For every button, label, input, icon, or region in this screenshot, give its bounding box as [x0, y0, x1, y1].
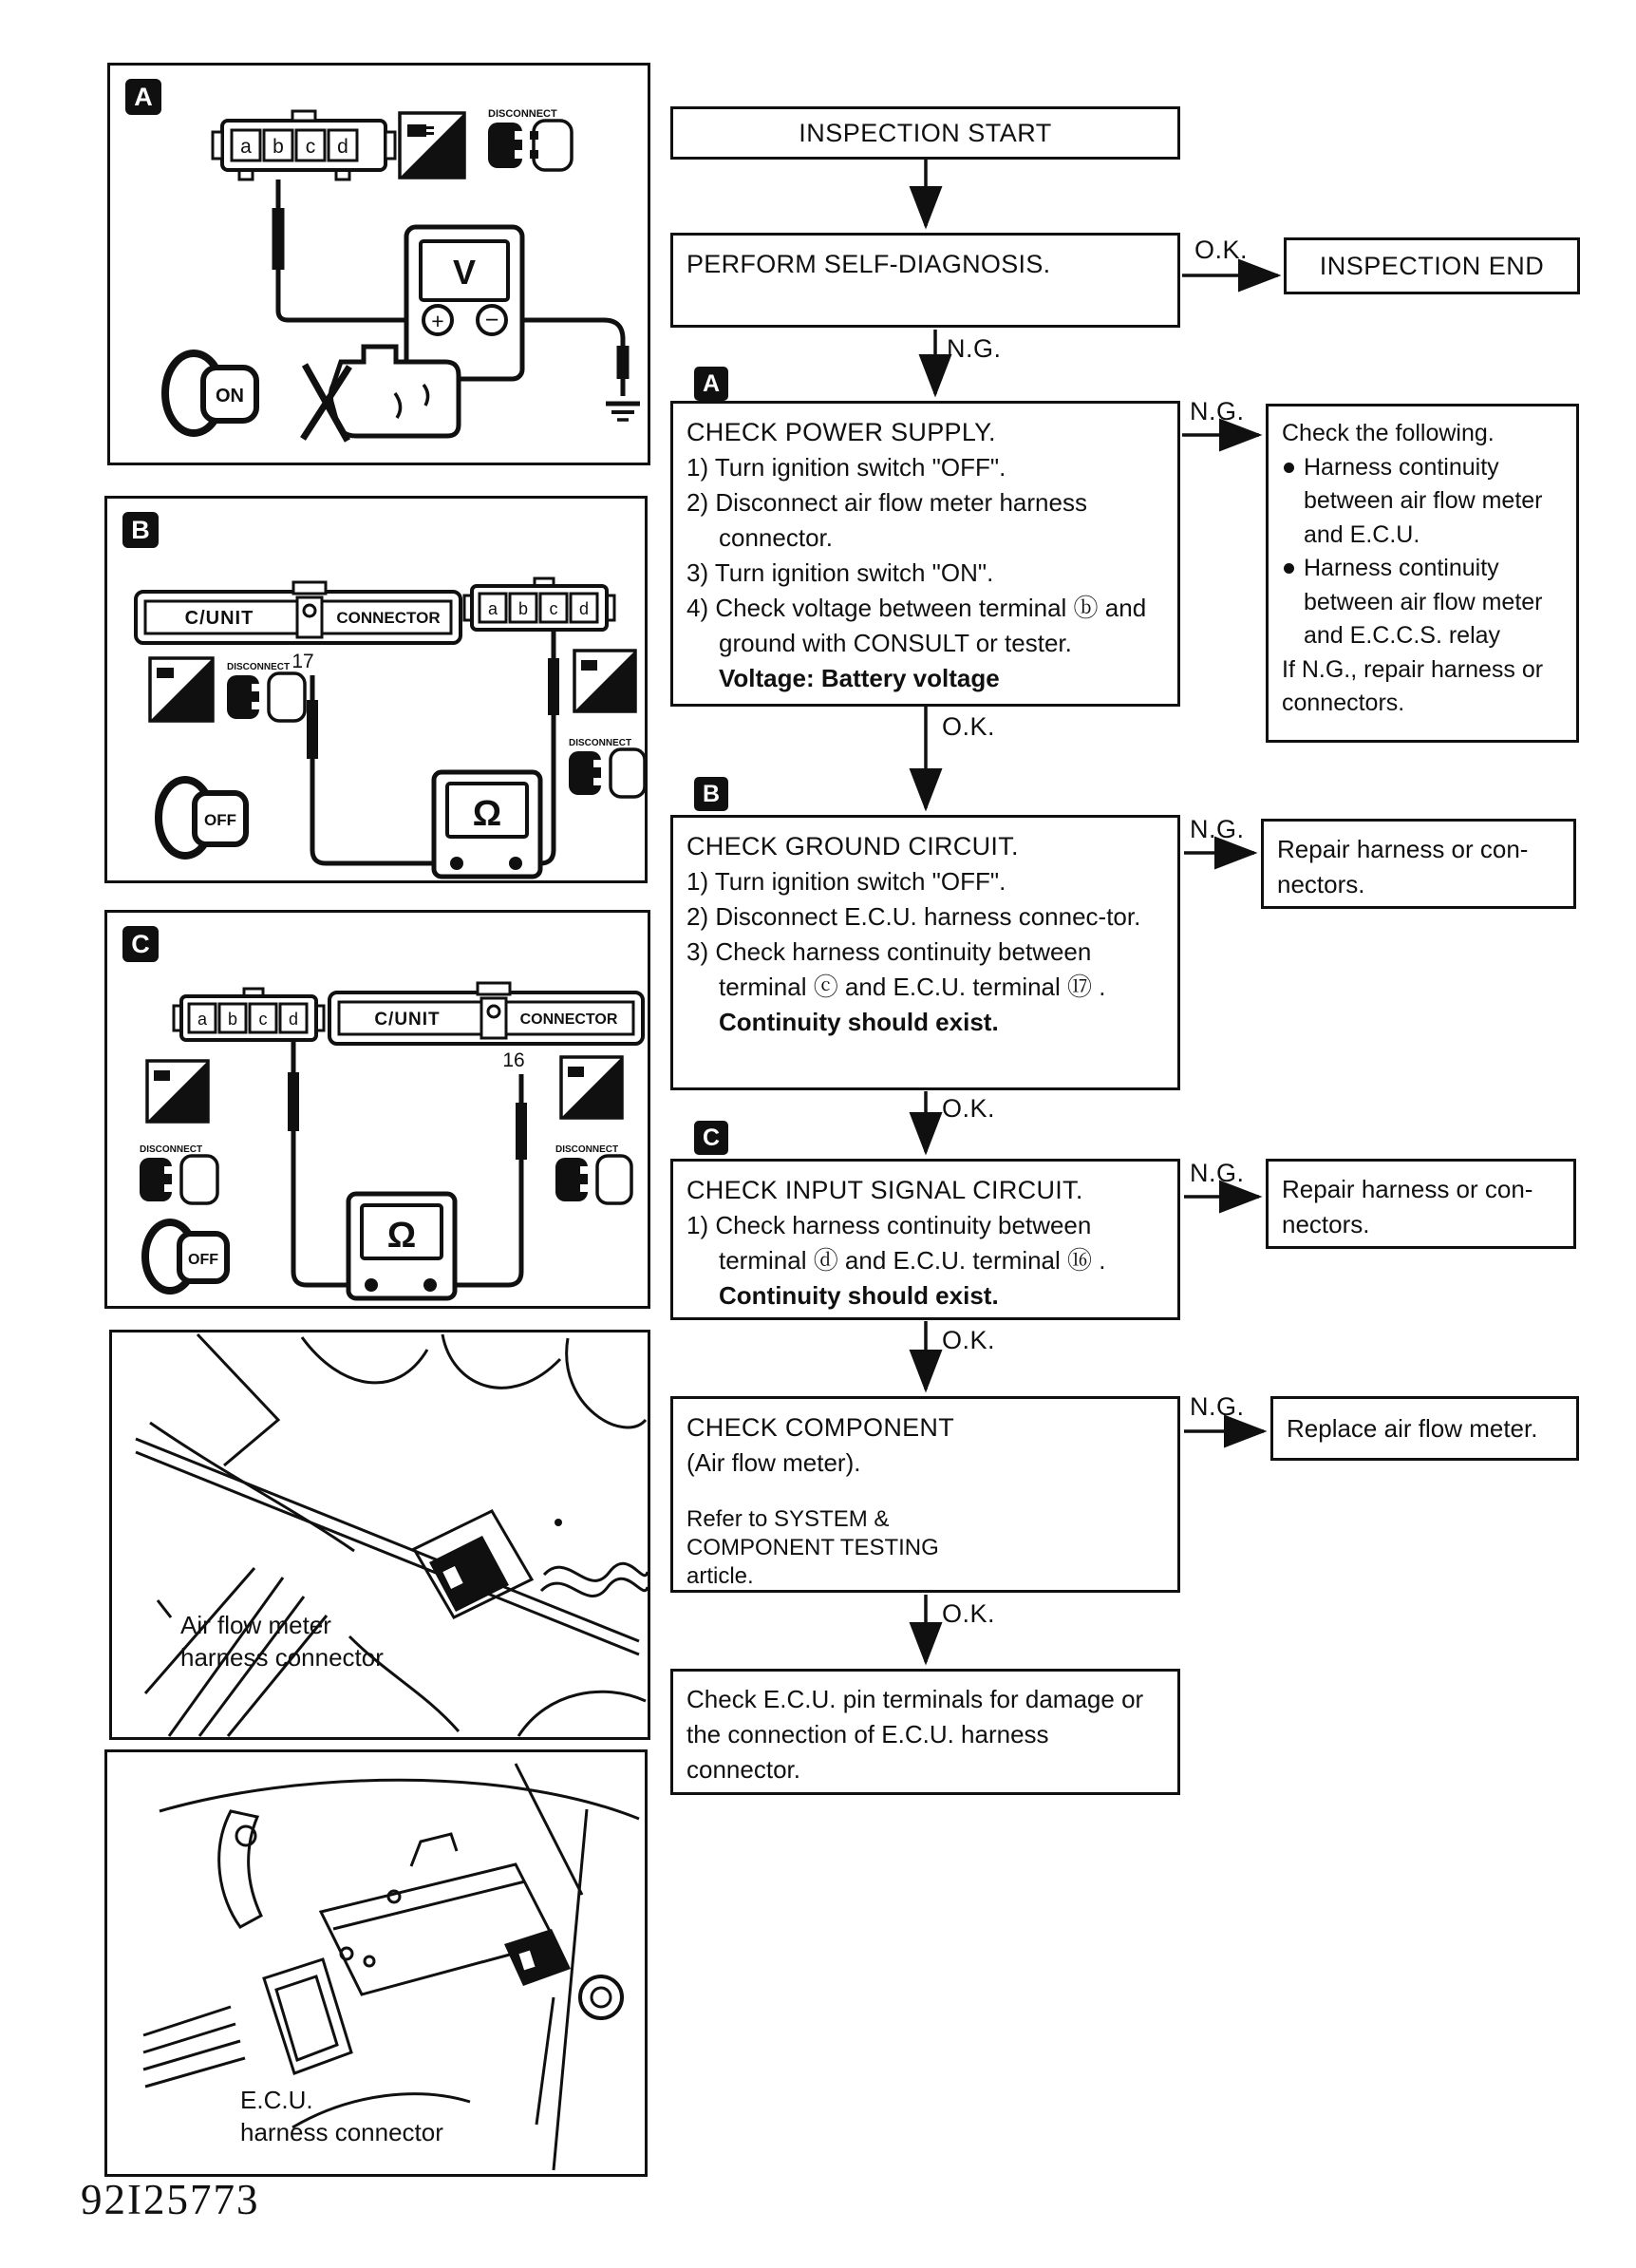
- illustration-panel-a: [107, 63, 650, 465]
- photo1-caption-line2: harness connector: [180, 1642, 384, 1672]
- terminal-c-label: c: [258, 1010, 268, 1029]
- engine-bay-illustration: [112, 1332, 648, 1737]
- flow-box-repair-harness-1: [1261, 819, 1576, 909]
- flow-box-repair-harness-2: [1266, 1159, 1576, 1249]
- airflow-meter-photo: [109, 1330, 650, 1740]
- tester-split-icon: [561, 1057, 622, 1118]
- ignition-off-label: OFF: [204, 811, 236, 829]
- terminal-b-label: b: [517, 599, 529, 618]
- photo2-caption-line1: E.C.U.: [240, 2086, 313, 2114]
- connector-label: CONNECTOR: [519, 1011, 618, 1028]
- ecu-terminal-number: 17: [291, 651, 314, 672]
- edge-label-ng: N.G.: [1190, 815, 1245, 843]
- terminal-c-label: c: [305, 136, 316, 158]
- step: 4) Check voltage between terminal ⓑ and ground with CONSULT or tester.: [686, 593, 1147, 657]
- bullet-item: [1282, 451, 1563, 553]
- disconnect-icon: [555, 1144, 631, 1203]
- step: 3) Check harness continuity between terminal ⓒ and E.C.U. terminal ⑰ .: [686, 937, 1106, 1002]
- note-line: Refer to SYSTEM &: [686, 1506, 890, 1533]
- disconnect-icon: [569, 738, 645, 797]
- photo1-caption: [180, 1610, 384, 1674]
- illustration-panel-b: [104, 496, 648, 883]
- flow-box-inspection-start: [670, 106, 1180, 160]
- tester-split-icon: [147, 1061, 208, 1122]
- ignition-on-label: ON: [216, 386, 244, 406]
- terminal-b-label: b: [227, 1010, 238, 1029]
- panel-b-drawing: [107, 499, 645, 880]
- panel-badge-b: B: [122, 512, 159, 548]
- spec-line: Voltage: Battery voltage: [719, 663, 1000, 692]
- terminal-a-label: a: [240, 136, 252, 158]
- step: 1) Turn ignition switch "OFF".: [686, 867, 1006, 897]
- panel-c-drawing: [107, 913, 648, 1306]
- connector-label: CONNECTOR: [336, 609, 441, 627]
- note-line: COMPONENT TESTING: [686, 1535, 939, 1561]
- terminal-d-label: d: [288, 1010, 299, 1029]
- box-title: CHECK POWER SUPPLY.: [686, 418, 996, 446]
- inspection-start-label: INSPECTION START: [799, 118, 1052, 147]
- bullet-item: [1282, 552, 1563, 653]
- final-text: Check E.C.U. pin terminals for damage or the connection of E.C.U. harness connector.: [686, 1685, 1144, 1784]
- edge-label-ng: N.G.: [1190, 397, 1245, 425]
- terminal-c-label: c: [549, 599, 558, 618]
- note-line: article.: [686, 1563, 754, 1590]
- terminal-d-label: d: [337, 136, 348, 158]
- panel-a-drawing: [110, 66, 648, 463]
- footer-text: If N.G., repair harness or connectors.: [1282, 655, 1544, 716]
- edge-label-ok: O.K.: [942, 1326, 996, 1354]
- flow-box-check-ecu-pins: [670, 1669, 1180, 1795]
- disconnect-label: DISCONNECT: [569, 738, 632, 748]
- ohmmeter-symbol: Ω: [386, 1216, 417, 1256]
- disconnect-label: DISCONNECT: [555, 1144, 619, 1155]
- ecu-terminal-number: 16: [502, 1049, 525, 1071]
- flow-badge-a: A: [694, 367, 728, 401]
- flow-box-inspection-end: [1284, 237, 1580, 294]
- photo1-caption-line1: Air flow meter: [180, 1611, 331, 1639]
- note: [686, 1505, 1164, 1591]
- box-title: CHECK GROUND CIRCUIT.: [686, 832, 1019, 860]
- ohmmeter-symbol: Ω: [472, 794, 502, 834]
- flow-box-perform-self-diagnosis: [670, 233, 1180, 328]
- flow-badge-b: B: [694, 777, 728, 811]
- terminal-a-label: a: [487, 599, 498, 618]
- plus-terminal: +: [431, 309, 444, 333]
- photo2-caption: [240, 2085, 443, 2149]
- disconnect-label: DISCONNECT: [227, 662, 291, 672]
- edge-label-ok: O.K.: [1194, 236, 1249, 264]
- step: 3) Turn ignition switch "ON".: [686, 558, 994, 588]
- tester-split-icon: [150, 658, 213, 721]
- edge-label-ng: N.G.: [947, 334, 1002, 363]
- panel-badge-a: A: [125, 79, 161, 115]
- bullet-dot: [1284, 463, 1294, 473]
- bullet-text: Harness continuity between air flow meter and E.C.U.: [1304, 453, 1543, 548]
- edge-label-ng: N.G.: [1190, 1159, 1245, 1187]
- terminal-a-label: a: [197, 1010, 208, 1029]
- tester-split-icon: [400, 113, 464, 178]
- box-title: Check the following.: [1282, 420, 1495, 446]
- flow-box-replace-air-flow-meter: [1270, 1396, 1579, 1461]
- voltmeter-symbol: V: [452, 253, 477, 292]
- terminal-b-label: b: [273, 136, 284, 158]
- flow-box-check-input-signal: [670, 1159, 1180, 1320]
- photo2-caption-line2: harness connector: [240, 2117, 443, 2146]
- disconnect-icon: [140, 1144, 217, 1203]
- flow-box-check-ground-circuit: [670, 815, 1180, 1090]
- repair-text: Repair harness or con-nectors.: [1282, 1175, 1533, 1238]
- disconnect-icon: [488, 108, 572, 170]
- flow-box-check-power-supply: [670, 401, 1180, 707]
- step: 2) Disconnect E.C.U. harness connec-tor.: [686, 902, 1141, 932]
- box-title: CHECK INPUT SIGNAL CIRCUIT.: [686, 1176, 1083, 1204]
- tester-split-icon: [574, 651, 635, 711]
- flow-badge-c: C: [694, 1121, 728, 1155]
- cunit-label: C/UNIT: [184, 608, 254, 629]
- step: 1) Turn ignition switch "OFF".: [686, 453, 1006, 482]
- ecu-photo: [104, 1749, 648, 2177]
- disconnect-label: DISCONNECT: [488, 108, 557, 120]
- box-title: CHECK COMPONENT: [686, 1413, 955, 1442]
- flow-box-check-following: [1266, 404, 1579, 743]
- edge-label-ng: N.G.: [1190, 1392, 1245, 1421]
- edge-label-ok: O.K.: [942, 1094, 996, 1123]
- minus-terminal: −: [484, 307, 499, 333]
- edge-label-ok: O.K.: [942, 1599, 996, 1628]
- ignition-off-label: OFF: [188, 1252, 218, 1268]
- step: 2) Disconnect air flow meter harness connector.: [686, 488, 1087, 553]
- replace-text: Replace air flow meter.: [1287, 1413, 1538, 1443]
- panel-badge-c: C: [122, 926, 159, 962]
- edge-label-ok: O.K.: [942, 712, 996, 741]
- illustration-panel-c: [104, 910, 650, 1309]
- cunit-label: C/UNIT: [374, 1010, 441, 1030]
- step: 1) Check harness continuity between terminal ⓓ and E.C.U. terminal ⑯ .: [686, 1211, 1106, 1276]
- spec-line: Continuity should exist.: [719, 1281, 999, 1311]
- bullet-text: Harness continuity between air flow meter and E.C.C.S. relay: [1304, 555, 1543, 649]
- box-title: PERFORM SELF-DIAGNOSIS.: [686, 250, 1051, 278]
- terminal-d-label: d: [578, 599, 590, 618]
- bullet-dot: [1284, 563, 1294, 574]
- inspection-end-label: INSPECTION END: [1319, 251, 1545, 280]
- spec-line: Continuity should exist.: [719, 1007, 999, 1036]
- document-number: 92I25773: [81, 2176, 260, 2223]
- disconnect-label: DISCONNECT: [140, 1144, 203, 1155]
- repair-text: Repair harness or con-nectors.: [1277, 835, 1529, 898]
- flow-box-check-component: [670, 1396, 1180, 1593]
- box-subtitle: (Air flow meter).: [686, 1448, 861, 1478]
